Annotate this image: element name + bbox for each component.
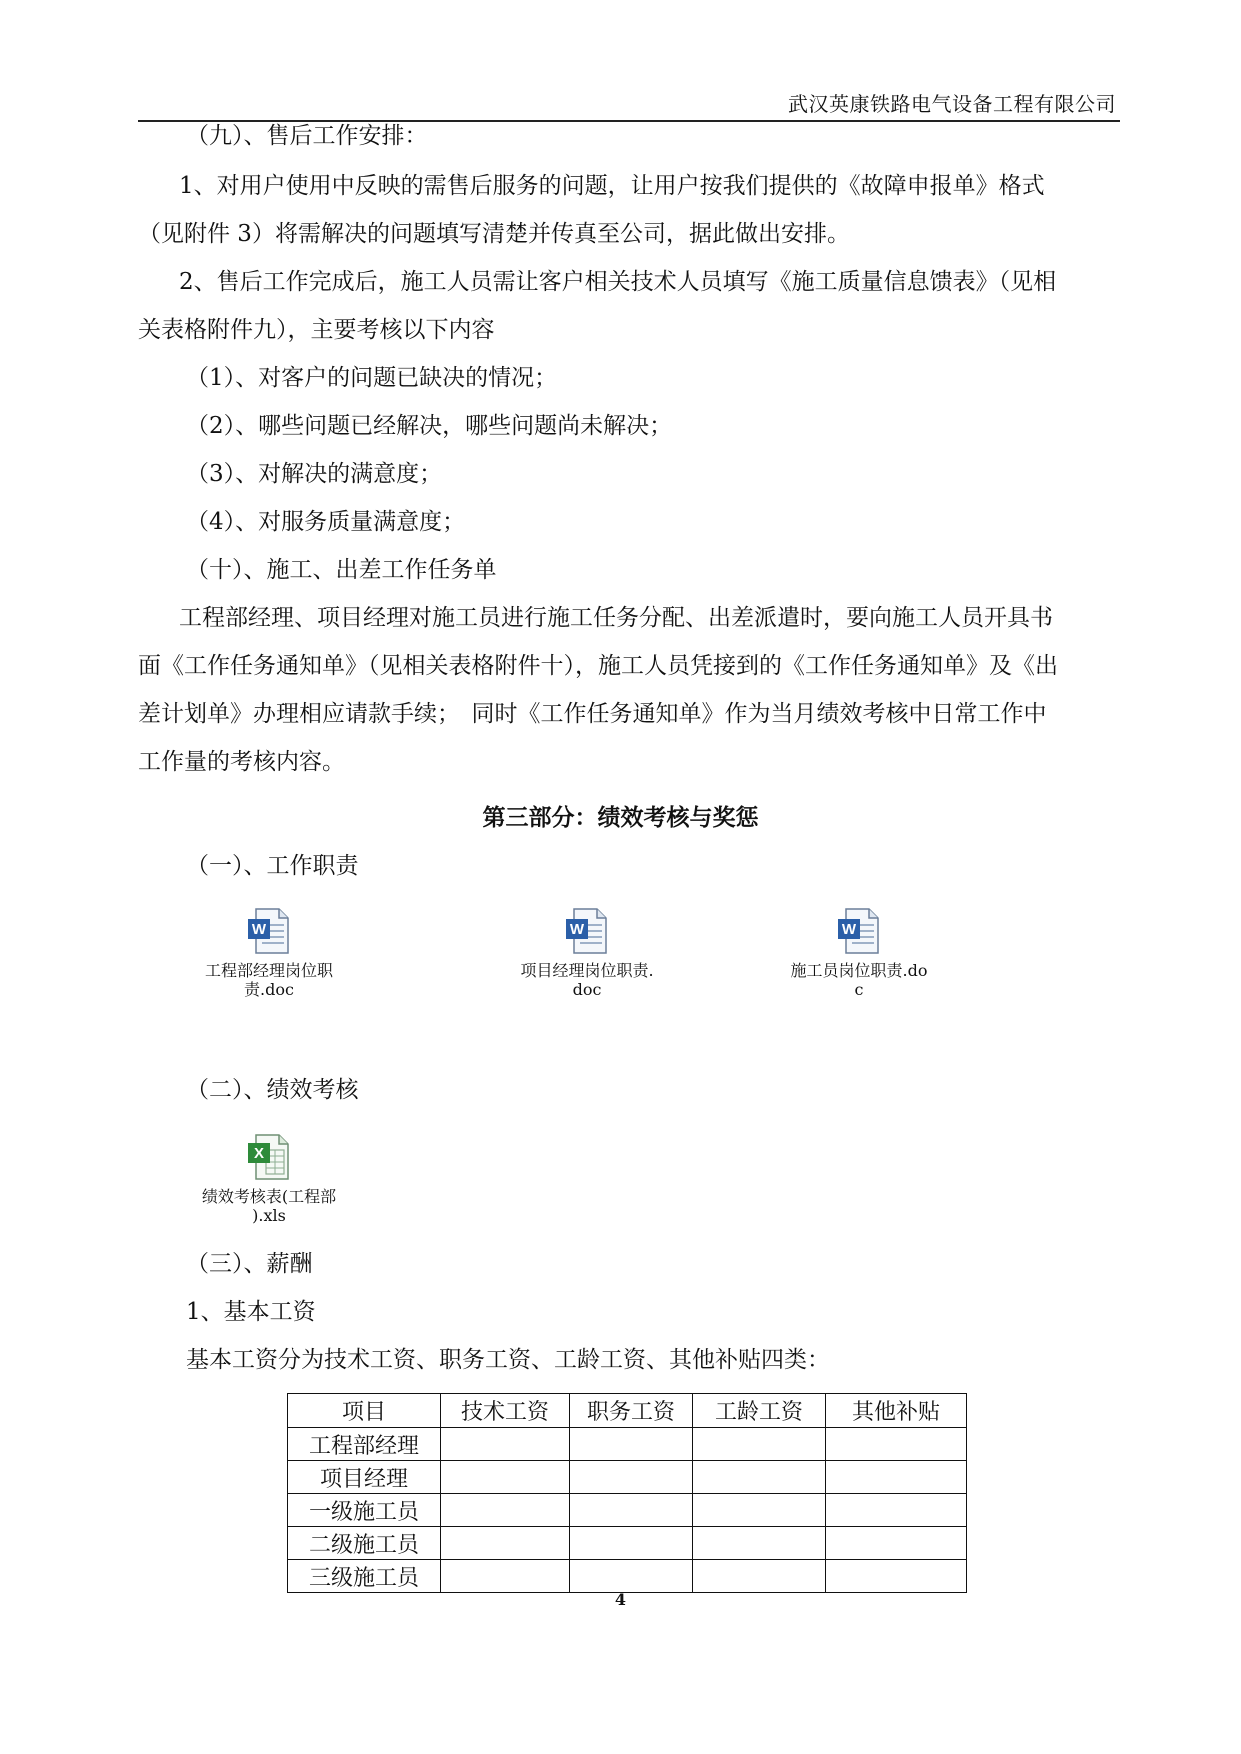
list-item: （3）、对解决的满意度； [186, 461, 443, 487]
table-cell [826, 1428, 967, 1461]
table-cell [693, 1428, 826, 1461]
table-cell [441, 1494, 570, 1527]
table-header-cell: 职务工资 [570, 1394, 693, 1428]
section-9-heading: （九）、售后工作安排： [186, 123, 428, 149]
svg-text:X: X [253, 1145, 265, 1162]
table-row [288, 1494, 967, 1527]
table-row [288, 1527, 967, 1560]
word-doc-icon [836, 907, 882, 955]
table-header-cell: 其他补贴 [826, 1394, 967, 1428]
table-cell [441, 1461, 570, 1494]
table-cell [693, 1494, 826, 1527]
section-10-line4: 工作量的考核内容。 [138, 749, 345, 775]
part-3-title: 第三部分：绩效考核与奖惩 [482, 804, 759, 831]
section-10-line2: 面《工作任务通知单》（见相关表格附件十），施工人员凭接到的《工作任务通知单》及《出 [138, 653, 1058, 679]
table-cell [693, 1527, 826, 1560]
table-cell [570, 1428, 693, 1461]
base-salary-description: 基本工资分为技术工资、职务工资、工龄工资、其他补贴四类： [186, 1347, 830, 1373]
table-row [288, 1461, 967, 1494]
section-9-p2-line1: 2、售后工作完成后，施工人员需让客户相关技术人员填写《施工质量信息馈表》（见相 [179, 269, 1057, 295]
attachment-duty-manager[interactable] [174, 907, 364, 999]
table-cell [826, 1461, 967, 1494]
section-10-line3: 差计划单》办理相应请款手续； 同时《工作任务通知单》作为当月绩效考核中日常工作中 [138, 701, 1047, 727]
base-salary-heading: 1、基本工资 [186, 1299, 316, 1325]
table-cell-position: 二级施工员 [288, 1527, 441, 1560]
word-doc-icon [564, 907, 610, 955]
table-cell [570, 1461, 693, 1494]
table-row [288, 1428, 967, 1461]
section-10-heading: （十）、施工、出差工作任务单 [186, 557, 497, 583]
table-cell-position: 三级施工员 [288, 1560, 441, 1593]
word-doc-icon [246, 907, 292, 955]
page-number: 4 [614, 1590, 627, 1609]
table-cell [826, 1494, 967, 1527]
duties-heading: （一）、工作职责 [186, 853, 359, 879]
table-header-cell: 技术工资 [441, 1394, 570, 1428]
table-cell-position: 项目经理 [288, 1461, 441, 1494]
attachment-label: 工程部经理岗位职 责.doc [204, 961, 333, 999]
attachment-label: 绩效考核表(工程部 ).xls [201, 1187, 337, 1225]
table-cell [826, 1560, 967, 1593]
performance-heading: （二）、绩效考核 [186, 1077, 359, 1103]
table-header-cell: 项目 [288, 1394, 441, 1428]
attachment-performance-sheet[interactable] [174, 1133, 364, 1225]
section-10-line1: 工程部经理、项目经理对施工员进行施工任务分配、出差派遣时，要向施工人员开具书 [179, 605, 1053, 631]
table-cell-position: 工程部经理 [288, 1428, 441, 1461]
svg-text:W: W [841, 921, 857, 938]
svg-text:W: W [251, 921, 267, 938]
attachment-label: 项目经理岗位职责. doc [520, 961, 654, 999]
list-item: （1）、对客户的问题已缺决的情况； [186, 365, 558, 391]
svg-text:W: W [569, 921, 585, 938]
pay-heading: （三）、薪酬 [186, 1251, 313, 1277]
table-cell [441, 1428, 570, 1461]
table-cell-position: 一级施工员 [288, 1494, 441, 1527]
attachment-label: 施工员岗位职责.do c [790, 961, 928, 999]
list-item: （4）、对服务质量满意度； [186, 509, 466, 535]
table-cell [693, 1560, 826, 1593]
list-item: （2）、哪些问题已经解决，哪些问题尚未解决； [186, 413, 673, 439]
attachment-duty-project-manager[interactable] [492, 907, 682, 999]
table-cell [570, 1527, 693, 1560]
table-cell [693, 1461, 826, 1494]
table-header-row [288, 1394, 967, 1428]
table-row [288, 1560, 967, 1593]
table-cell [826, 1527, 967, 1560]
table-cell [570, 1494, 693, 1527]
section-9-p1-line1: 1、对用户使用中反映的需售后服务的问题，让用户按我们提供的《故障申报单》格式 [179, 173, 1045, 199]
section-9-p1-line2: （见附件 3）将需解决的问题填写清楚并传真至公司，据此做出安排。 [138, 221, 850, 247]
section-9-p2-line2: 关表格附件九），主要考核以下内容 [138, 317, 495, 343]
attachment-duty-worker[interactable] [764, 907, 954, 999]
table-header-cell: 工龄工资 [693, 1394, 826, 1428]
table-cell [570, 1560, 693, 1593]
header-company-name: 武汉英康铁路电气设备工程有限公司 [788, 92, 1116, 116]
table-cell [441, 1527, 570, 1560]
excel-xls-icon [246, 1133, 292, 1181]
table-cell [441, 1560, 570, 1593]
salary-table [287, 1393, 967, 1593]
